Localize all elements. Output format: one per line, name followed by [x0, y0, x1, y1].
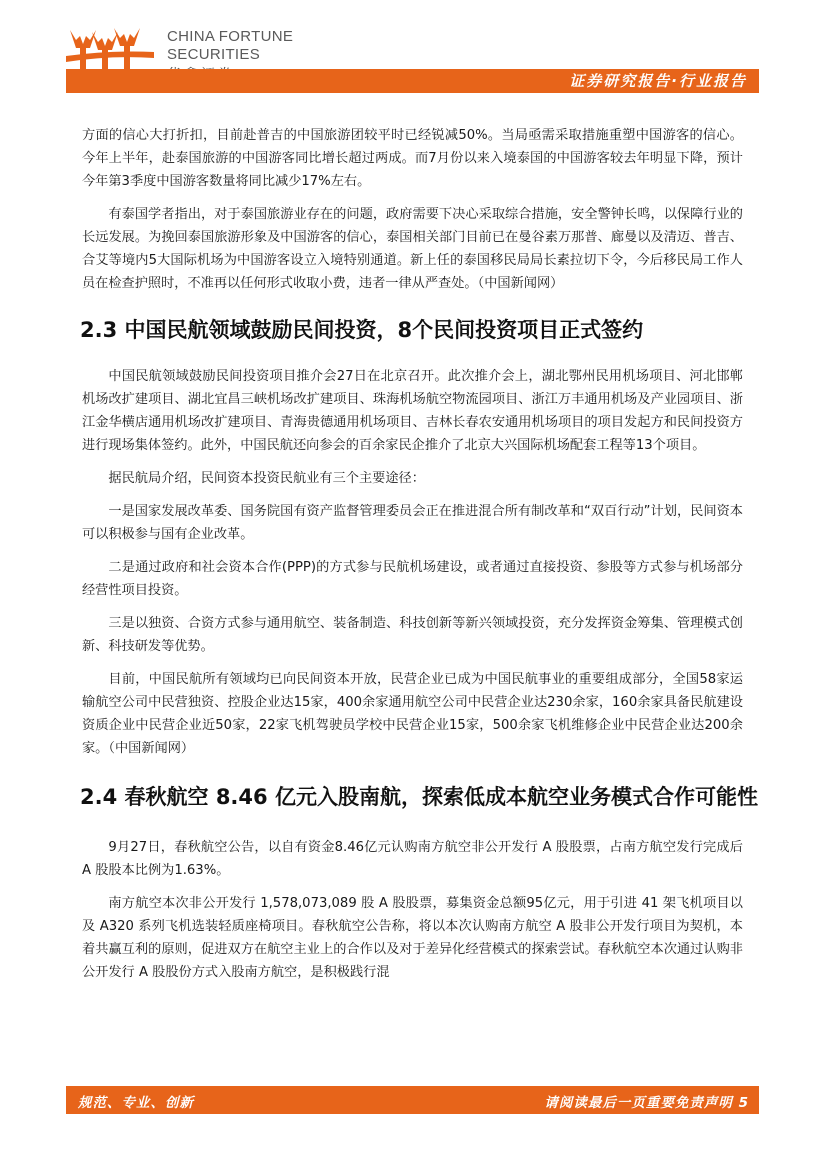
page-content	[66, 124, 759, 994]
header-bar	[66, 69, 759, 93]
paragraph: 二是通过政府和社会资本合作(PPP)的方式参与民航机场建设，或者通过直接投资、参股等方式参与机场部分经营性项目投资。	[82, 560, 743, 598]
paragraph: 三是以独资、合资方式参与通用航空、装备制造、科技创新等新兴领域投资，充分发挥资金筹集、管理模式创新、科技研发等优势。	[82, 616, 743, 654]
paragraph: 有泰国学者指出，对于泰国旅游业存在的问题，政府需要下决心采取综合措施，安全警钟长鸣，以保障行业的长远发展。为挽回泰国旅游形象及中国游客的信心，泰国相关部门目前已在曼谷素万那普、廊曼以及清迈、普吉、合艾等境内5大国际机场为中国游客设立入境特别通道。新上任的泰国移民局局长素拉切下令，今后移民局工作人员在检查护照时，不准再以任何形式收取小费，违者一律从严查处。（中国新闻网）	[82, 207, 743, 291]
paragraph: 据民航局介绍，民间资本投资民航业有三个主要途径：	[108, 471, 425, 486]
report-type-title: 证券研究报告·行业报告	[569, 72, 747, 90]
footer-disclaimer-page: 请阅读最后一页重要免责声明 5	[544, 1095, 749, 1111]
footer-bar	[66, 1086, 759, 1114]
section-heading-2-4: 2.4 春秋航空 8.46 亿元入股南航，探索低成本航空业务模式合作可能性	[80, 785, 758, 809]
paragraph: 9月27日，春秋航空公告，以自有资金8.46亿元认购南方航空非公开发行 A 股股票，占南方航空发行完成后 A 股股本比例为1.63%。	[82, 840, 743, 878]
paragraph: 中国民航领域鼓励民间投资项目推介会27日在北京召开。此次推介会上，湖北鄂州民用机场项目、河北邯郸机场改扩建项目、湖北宜昌三峡机场改扩建项目、珠海机场航空物流园项目、浙江万丰通用机场及产业园项目、浙江金华横店通用机场改扩建项目、青海贵德通用机场项目、吉林长春农安通用机场项目的项目发起方和民间投资方进行现场集体签约。此外，中国民航还向参会的百余家民企推介了北京大兴国际机场配套工程等13个项目。	[82, 369, 743, 453]
paragraph: 南方航空本次非公开发行 1,578,073,089 股 A 股股票，募集资金总额95亿元，用于引进 41 架飞机项目以及 A320 系列飞机选装轻质座椅项目。春秋航空公告称，将以本次认购南方航空 A 股非公开发行项目为契机，本着共赢互利的原则，促进双方在航空主业上的合作以及对于差异化经营模式的探索尝试。春秋航空本次通过认购非公开发行 A 股股份方式入股南方航空，是积极践行混	[82, 896, 743, 980]
paragraph: 方面的信心大打折扣，目前赴普吉的中国旅游团较平时已经锐减50%。当局亟需采取措施重塑中国游客的信心。今年上半年，赴泰国旅游的中国游客同比增长超过两成。而7月份以来入境泰国的中国游客较去年明显下降，预计今年第3季度中国游客数量将同比减少17%左右。	[82, 128, 743, 189]
brand-name-en-1: CHINA FORTUNE	[167, 28, 294, 45]
paragraph: 一是国家发展改革委、国务院国有资产监督管理委员会正在推进混合所有制改革和“双百行动”计划，民间资本可以积极参与国有企业改革。	[82, 504, 743, 542]
paragraph: 目前，中国民航所有领域均已向民间资本开放，民营企业已成为中国民航事业的重要组成部分，全国58家运输航空公司中民营独资、控股企业达15家，400余家通用航空公司中民营企业达230余家，160余家具备民航建设资质企业中民营企业近50家，22家飞机驾驶员学校中民营企业15家，500余家飞机维修企业中民营企业达200余家。（中国新闻网）	[82, 672, 743, 756]
section-heading-2-3: 2.3 中国民航领域鼓励民间投资，8个民间投资项目正式签约	[80, 318, 644, 342]
brand-name-en-2: SECURITIES	[167, 46, 261, 63]
footer-slogan: 规范、专业、创新	[78, 1095, 194, 1111]
